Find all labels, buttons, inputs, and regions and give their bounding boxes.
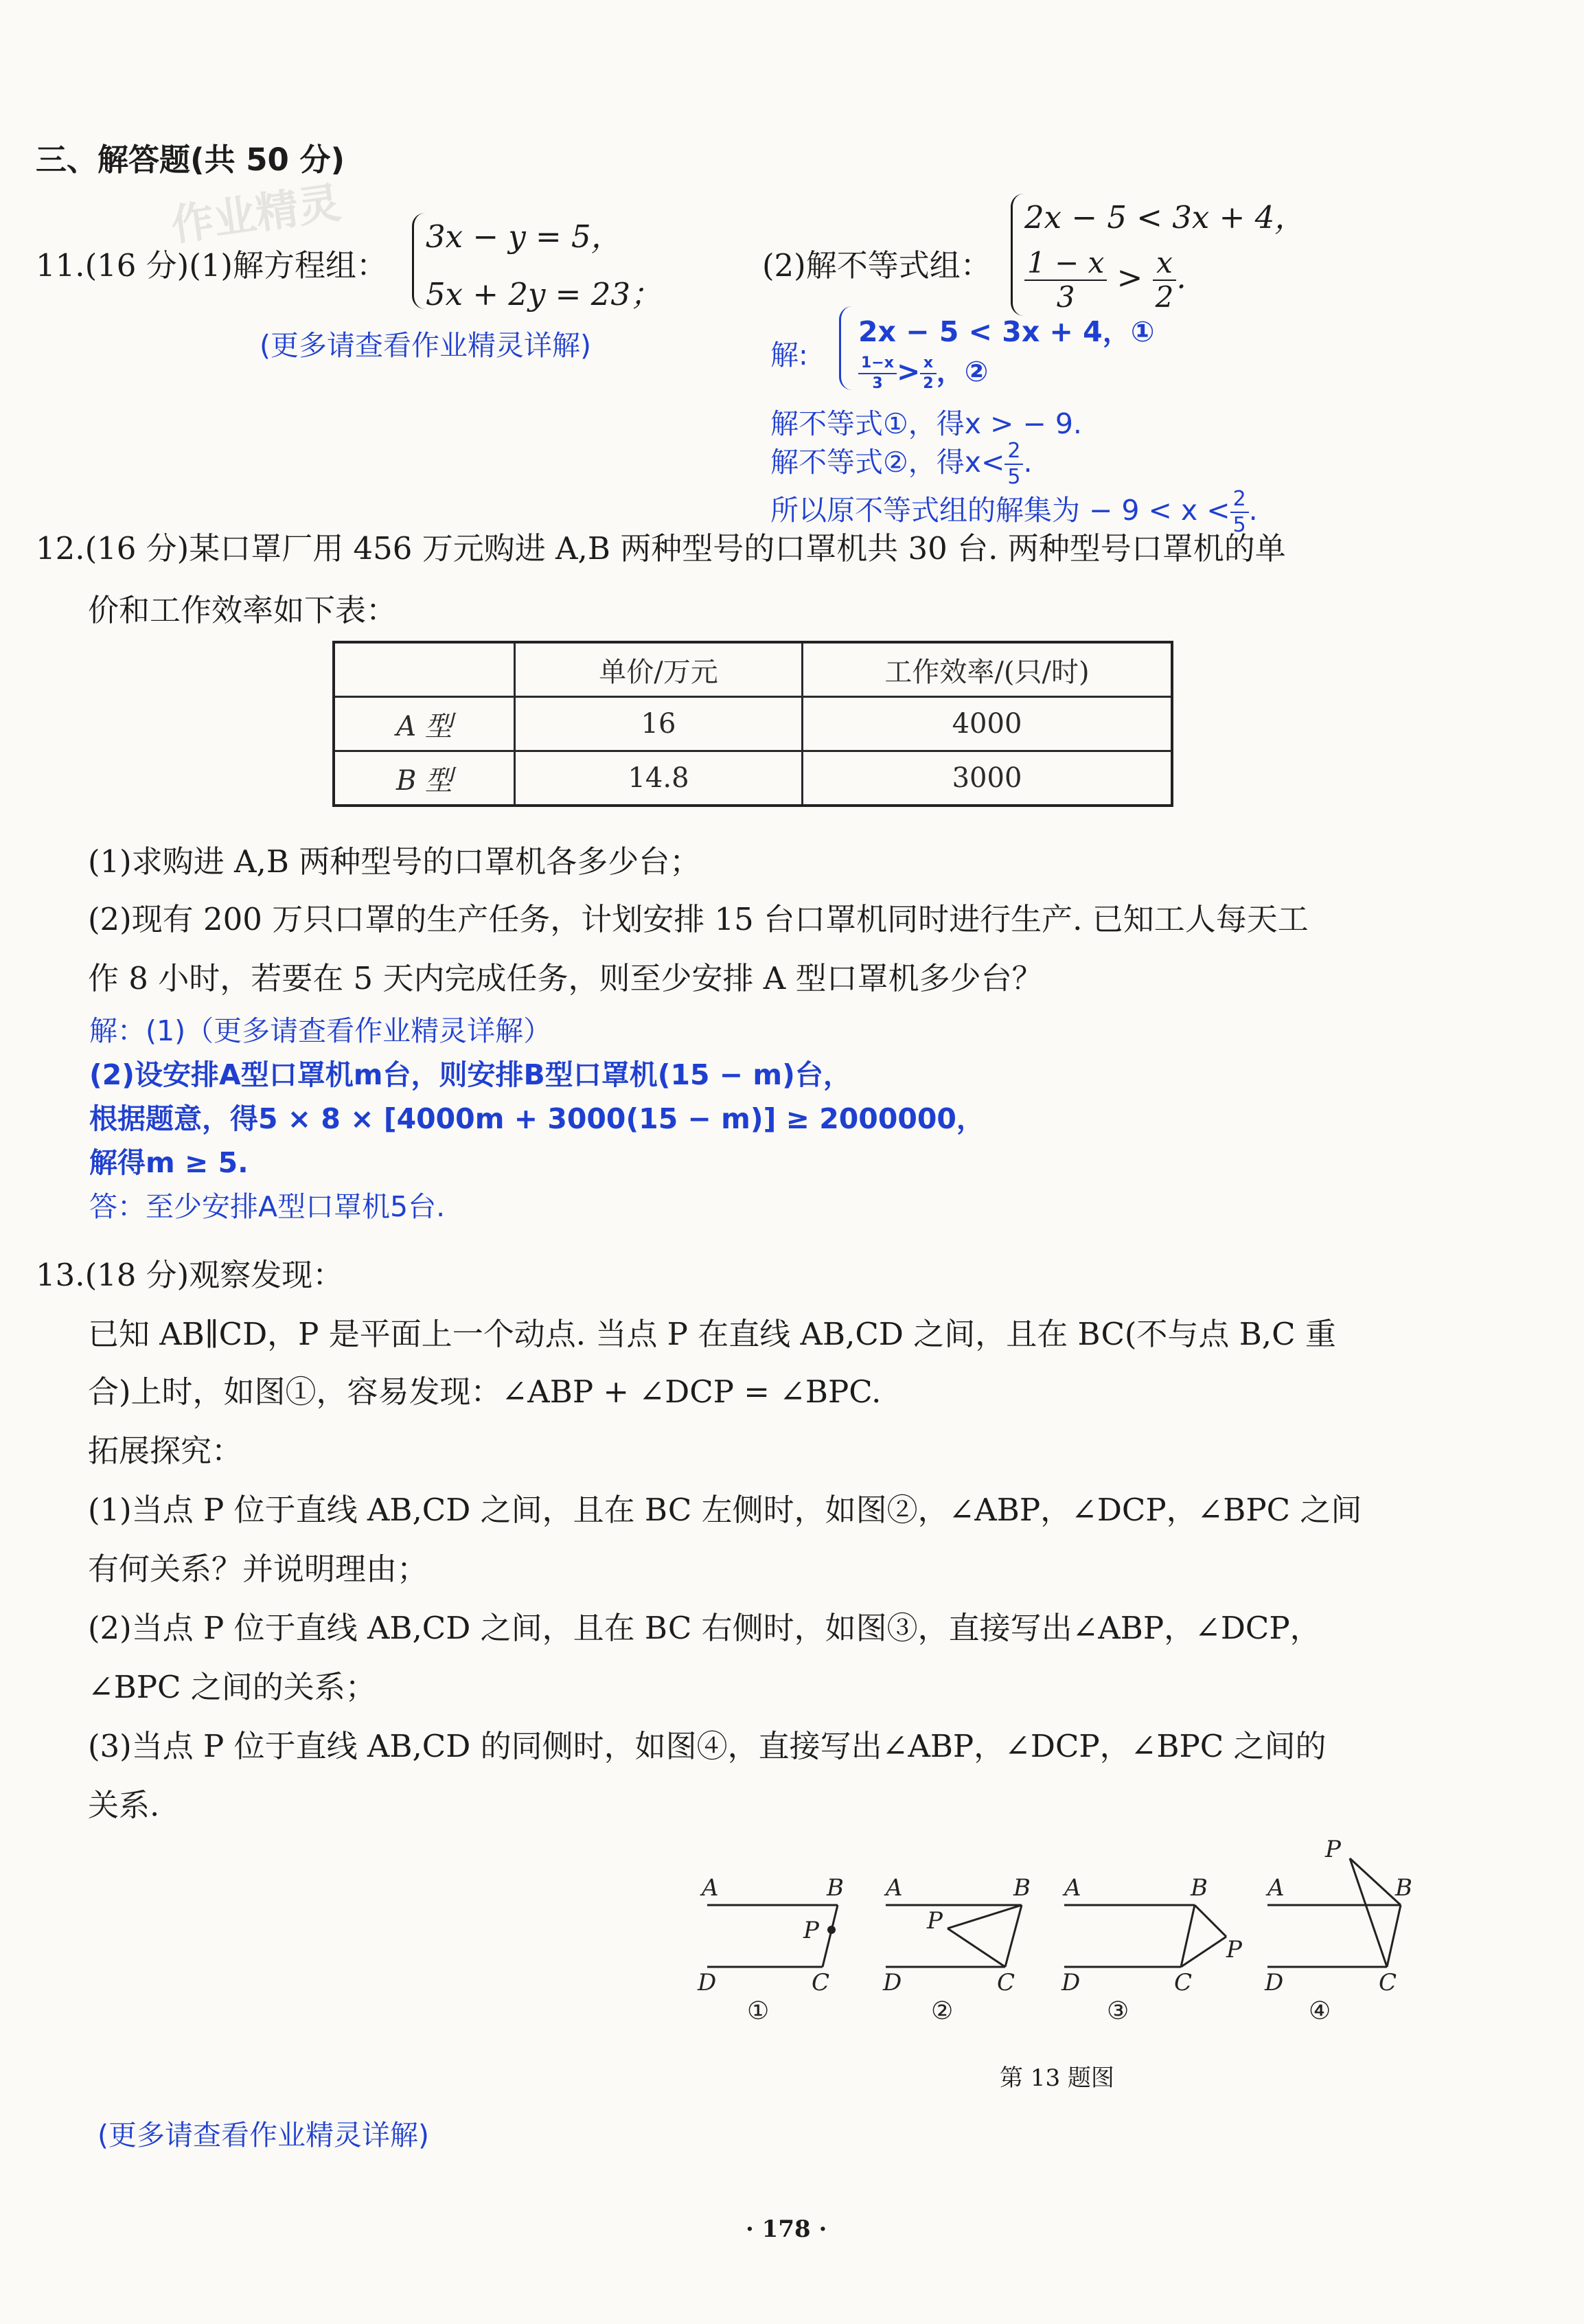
table-cell: A 型 [334,697,515,751]
fig3-line-bp [1195,1905,1226,1937]
q12-part2-line2: 作 8 小时，若要在 5 天内完成任务，则至少安排 A 型口罩机多少台？ [88,960,1043,996]
figure-caption: 第 13 题图 [1000,2064,1114,2092]
table-cell: 3000 [803,751,1173,806]
fig4-label-c: C [1379,1969,1397,1996]
fig2-line-pc [948,1928,1005,1967]
fig2-line-bc [1005,1905,1022,1967]
q13-line4: 拓展探究： [88,1433,243,1469]
q13-line6: 有何关系？并说明理由； [88,1551,428,1587]
q11-sol-ineq2-den: 3 [872,375,883,392]
q11-part2-ineq2-num: 1 − x [1024,249,1107,281]
q11-part2-label: (2)解不等式组： [762,247,991,284]
q11-sol-line3-den: 5 [1232,513,1246,537]
fig2-number: ② [931,1997,954,2025]
q13-line7: (2)当点 P 位于直线 AB,CD 之间，且在 BC 右侧时，如图③，直接写出∠ABP，∠DCP， [88,1610,1321,1646]
q12-line1: 12.(16 分)某口罩厂用 456 万元购进 A,B 两种型号的口罩机共 30 台. 两种型号口罩机的单 [36,530,1286,567]
fig3-label-d: D [1061,1969,1081,1996]
q12-line2: 价和工作效率如下表： [88,592,398,628]
table-cell: 14.8 [515,751,803,806]
table-header-cell: 工作效率/(只/时) [803,642,1173,697]
section-title: 三、解答题(共 50 分) [36,141,345,178]
q13-more-link[interactable]: (更多请查看作业精灵详解) [97,2119,429,2152]
q11-part2-ineq2-end: . [1176,259,1186,296]
fig3-line-pc [1181,1937,1226,1967]
fig4-label-d: D [1265,1969,1284,1996]
q13-line5: (1)当点 P 位于直线 AB,CD 之间，且在 BC 左侧时，如图②，∠ABP，∠DCP，∠BPC 之间 [88,1492,1362,1528]
page-number: · 178 · [746,2215,827,2243]
q12-part1: (1)求购进 A,B 两种型号的口罩机各多少台； [88,843,701,880]
table-header-cell: 单价/万元 [515,642,803,697]
q11-sol-line3-end: . [1248,494,1258,527]
q13-line8: ∠BPC 之间的关系； [88,1669,376,1705]
q11-sol-ineq2-op: > [896,355,921,388]
fig2-line-bp [948,1905,1022,1928]
q12-sol4: 解得m ≥ 5. [89,1146,249,1179]
q12-sol2: (2)设安排A型口罩机m台，则安排B型口罩机(15 − m)台， [89,1058,851,1091]
q13-line2: 已知 AB∥CD，P 是平面上一个动点. 当点 P 在直线 AB,CD 之间，且在 BC(不与点 B,C 重 [88,1316,1336,1352]
fig3-label-p: P [1226,1936,1242,1963]
q11-eq2: 5x + 2y = 23； [426,276,661,312]
q11-sol-line2-text: 解不等式②，得x< [770,446,1005,479]
fig1-label-p: P [803,1917,819,1944]
fig2-label-c: C [997,1969,1015,1996]
q11-sol-line2-end: . [1023,446,1033,479]
fig2-label-a: A [886,1874,903,1902]
q11-sol-line3-num: 2 [1230,489,1249,513]
fig2-label-p: P [927,1907,943,1935]
q11-sol-line1: 解不等式①，得x > − 9. [770,407,1082,440]
watermark-logo: 作业精灵 [168,177,344,251]
fig1-label-b: B [827,1874,844,1902]
q13-line10: 关系. [88,1787,160,1823]
q11-sol-ineq1: 2x − 5 < 3x + 4，① [858,315,1155,348]
q13-line9: (3)当点 P 位于直线 AB,CD 的同侧时，如图④，直接写出∠ABP，∠DCP，∠BPC 之间的 [88,1728,1327,1764]
q13-line1: 13.(18 分)观察发现： [36,1257,344,1293]
fig1-label-c: C [812,1969,830,1996]
table-cell: B 型 [334,751,515,806]
q13-line3: 合)上时，如图①，容易发现：∠ABP + ∠DCP = ∠BPC. [88,1374,882,1410]
fig3-label-a: A [1064,1874,1081,1902]
fig1-line-bc [823,1905,838,1967]
fig4-number: ④ [1309,1997,1331,2025]
q11-eq1: 3x − y = 5， [426,218,622,255]
q11-part2-ineq1: 2x − 5 < 3x + 4， [1024,199,1306,236]
fig3-line-bc [1181,1905,1195,1967]
q11-sol-ineq2-rden: 2 [923,375,934,392]
q12-sol5: 答：至少安排A型口罩机5台. [89,1190,446,1223]
q11-label: 11.(16 分)(1)解方程组： [36,247,387,284]
fig3-number: ③ [1107,1997,1129,2025]
q11-more-link[interactable]: (更多请查看作业精灵详解) [260,329,591,362]
fig4-label-a: A [1267,1874,1285,1902]
q11-sol-ineq2-rnum: x [920,356,936,374]
fig2-label-b: B [1013,1874,1031,1902]
fig3-label-b: B [1191,1874,1208,1902]
fig4-line-bc [1387,1905,1401,1967]
q12-sol3: 根据题意，得5 × 8 × [4000m + 3000(15 − m)] ≥ 2000000， [89,1102,985,1135]
table-cell: 4000 [803,697,1173,751]
q11-sol-line3-text: 所以原不等式组的解集为 − 9 < x < [770,494,1230,527]
q12-part2-line1: (2)现有 200 万只口罩的生产任务，计划安排 15 台口罩机同时进行生产. 已知工人每天工 [88,901,1309,937]
fig1-label-a: A [702,1874,719,1902]
fig1-number: ① [747,1997,770,2025]
q11-part2-ineq2-op: > [1116,259,1143,296]
fig1-label-d: D [698,1969,717,1996]
table-cell: 16 [515,697,803,751]
fig4-label-p: P [1325,1836,1341,1863]
fig4-label-b: B [1395,1874,1412,1902]
q12-sol1[interactable]: 解：(1)（更多请查看作业精灵详解） [89,1014,552,1047]
q11-sol-ineq2-num: 1−x [858,356,897,374]
q11-part2-ineq2-rden: 2 [1155,280,1174,314]
q11-part2-ineq2-den: 3 [1056,280,1075,314]
q11-part2-ineq2-rnum: x [1153,249,1177,281]
q11-sol-line2-num: 2 [1005,441,1023,465]
q11-sol-line2-den: 5 [1007,465,1021,489]
fig3-label-c: C [1174,1969,1193,1996]
q11-sol-label: 解: [770,339,808,372]
q11-sol-ineq2-end: ，② [936,355,989,388]
fig1-point-p [827,1926,836,1934]
fig2-label-d: D [883,1969,902,1996]
